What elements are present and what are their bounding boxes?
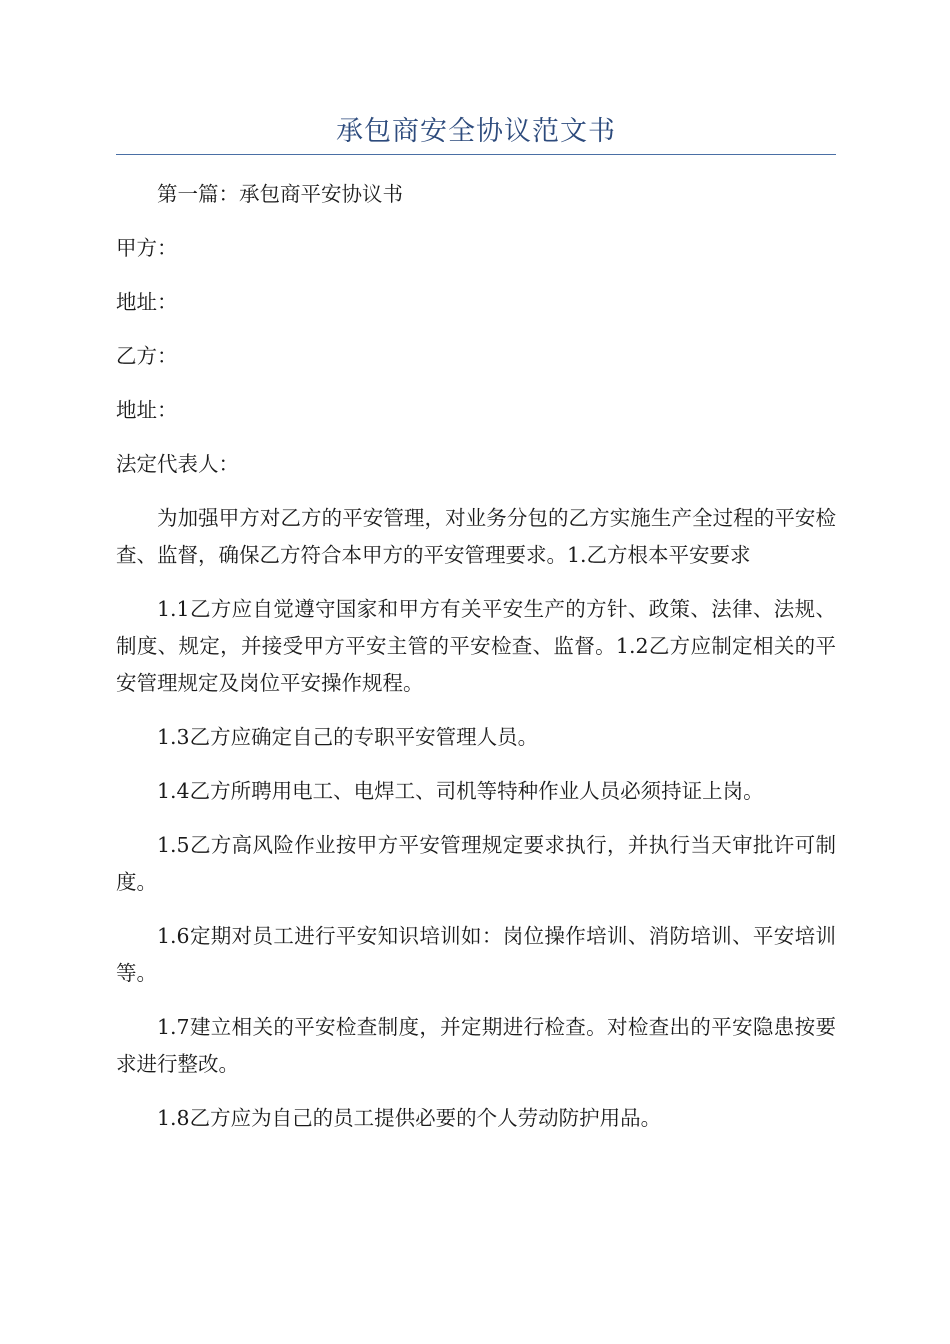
clause-paragraph: 1.7建立相关的平安检查制度，并定期进行检查。对检查出的平安隐患按要求进行整改。: [116, 1015, 836, 1076]
clause-paragraph: 1.8乙方应为自己的员工提供必要的个人劳动防护用品。: [157, 1106, 662, 1130]
party-a-address-field: 地址：: [116, 290, 178, 314]
section-heading: 第一篇：承包商平安协议书: [157, 182, 403, 206]
clause-paragraph: 1.1乙方应自觉遵守国家和甲方有关平安生产的方针、政策、法律、法规、制度、规定，并接受甲方平安主管的平安检查、监督。1.2乙方应制定相关的平安管理规定及岗位平安操作规程。: [116, 597, 836, 695]
document-body: [116, 176, 836, 1154]
intro-paragraph: 为加强甲方对乙方的平安管理，对业务分包的乙方实施生产全过程的平安检查、监督，确保乙方符合本甲方的平安管理要求。1.乙方根本平安要求: [116, 506, 836, 567]
legal-representative-field: 法定代表人：: [116, 452, 239, 476]
clause-paragraph: 1.3乙方应确定自己的专职平安管理人员。: [157, 725, 539, 749]
title-underline: [116, 154, 836, 155]
party-b-field: 乙方：: [116, 344, 178, 368]
document-title: 承包商安全协议范文书: [336, 116, 616, 147]
party-b-address-field: 地址：: [116, 398, 178, 422]
clause-paragraph: 1.4乙方所聘用电工、电焊工、司机等特种作业人员必须持证上岗。: [157, 779, 764, 803]
clause-paragraph: 1.6定期对员工进行平安知识培训如：岗位操作培训、消防培训、平安培训等。: [116, 924, 836, 985]
party-a-field: 甲方：: [116, 236, 178, 260]
clause-paragraph: 1.5乙方高风险作业按甲方平安管理规定要求执行，并执行当天审批许可制度。: [116, 833, 836, 894]
